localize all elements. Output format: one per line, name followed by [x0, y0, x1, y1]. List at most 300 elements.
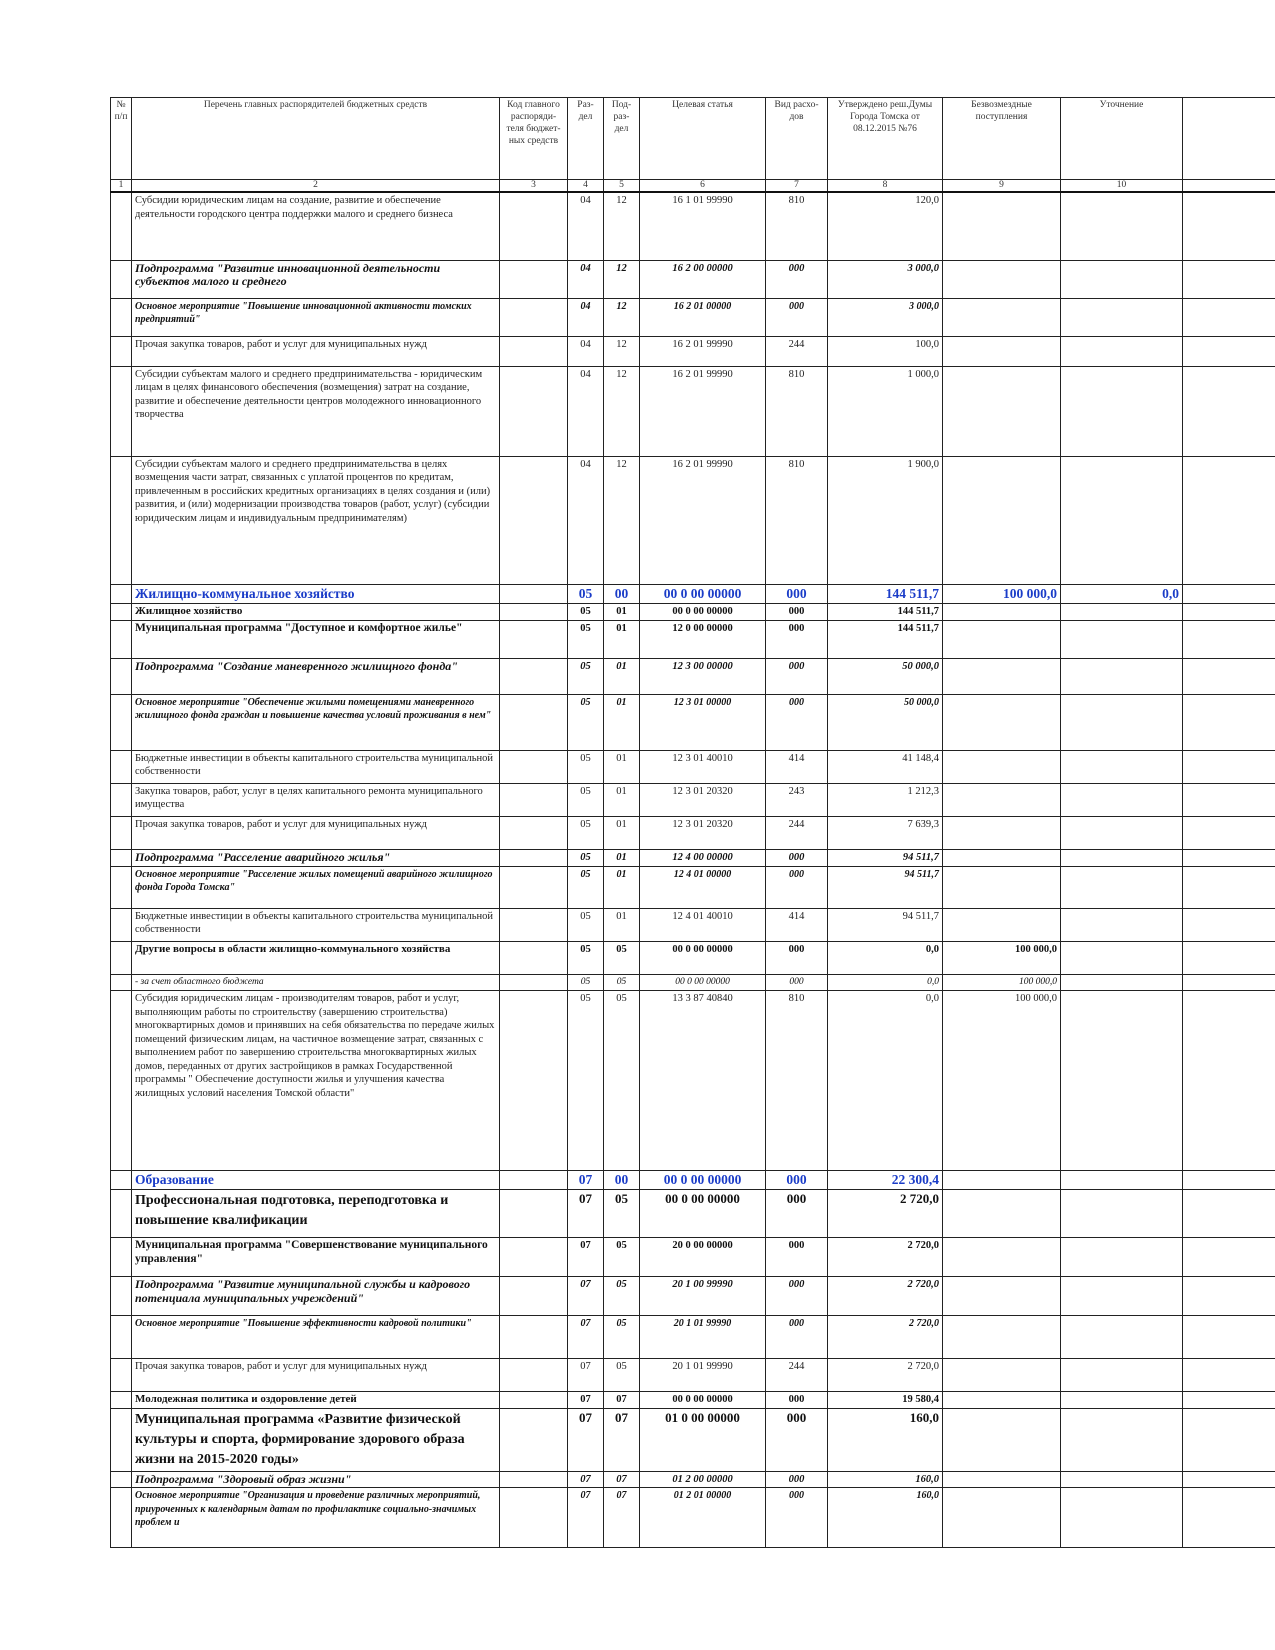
- row-target: 12 3 01 20320: [640, 816, 766, 849]
- row-code: [500, 849, 568, 866]
- table-row: [111, 298, 1275, 336]
- row-exptype: 000: [766, 1171, 828, 1190]
- row-target: 16 2 01 99990: [640, 456, 766, 584]
- row-exptype: 000: [766, 298, 828, 336]
- column-number: 9: [943, 180, 1061, 193]
- row-grants: [943, 336, 1061, 366]
- row-grants: [943, 260, 1061, 298]
- row-target: 12 3 00 00000: [640, 658, 766, 694]
- row-section: 05: [568, 941, 604, 974]
- row-extra: [1183, 298, 1275, 336]
- row-extra: [1183, 750, 1275, 783]
- row-clarify: [1061, 1471, 1183, 1488]
- row-clarify: [1061, 658, 1183, 694]
- row-clarify: [1061, 1359, 1183, 1392]
- row-subsection: 01: [604, 603, 640, 620]
- row-extra: [1183, 1359, 1275, 1392]
- row-subsection: 01: [604, 816, 640, 849]
- row-subsection: 01: [604, 658, 640, 694]
- row-section: 04: [568, 336, 604, 366]
- row-code: [500, 658, 568, 694]
- row-approved: 160,0: [828, 1471, 943, 1488]
- row-approved: 50 000,0: [828, 694, 943, 750]
- row-clarify: [1061, 1190, 1183, 1238]
- row-clarify: [1061, 336, 1183, 366]
- row-name: Муниципальная программа "Доступное и комфортное жилье": [132, 620, 500, 658]
- row-number: [111, 456, 132, 584]
- row-number: [111, 603, 132, 620]
- column-number: 3: [500, 180, 568, 193]
- row-grants: [943, 1238, 1061, 1277]
- row-approved: 144 511,7: [828, 584, 943, 603]
- table-row: [111, 866, 1275, 908]
- row-exptype: 000: [766, 941, 828, 974]
- row-clarify: 0,0: [1061, 584, 1183, 603]
- row-subsection: 01: [604, 620, 640, 658]
- row-number: [111, 991, 132, 1171]
- row-approved: 41 148,4: [828, 750, 943, 783]
- header-name: Перечень главных распорядителей бюджетных средств: [132, 98, 500, 180]
- row-grants: [943, 750, 1061, 783]
- header-code: Код главного распоряди-теля бюджет-ных средств: [500, 98, 568, 180]
- row-approved: 19 580,4: [828, 1392, 943, 1409]
- table-row: [111, 1392, 1275, 1409]
- row-name: Прочая закупка товаров, работ и услуг для муниципальных нужд: [132, 816, 500, 849]
- row-clarify: [1061, 298, 1183, 336]
- row-approved: 0,0: [828, 941, 943, 974]
- row-target: 20 0 00 00000: [640, 1238, 766, 1277]
- row-approved: 2 720,0: [828, 1238, 943, 1277]
- row-grants: [943, 366, 1061, 456]
- row-section: 05: [568, 750, 604, 783]
- row-approved: 94 511,7: [828, 849, 943, 866]
- row-number: [111, 366, 132, 456]
- row-approved: 144 511,7: [828, 603, 943, 620]
- row-section: 07: [568, 1238, 604, 1277]
- row-name: Закупка товаров, работ, услуг в целях капитального ремонта муниципального имущества: [132, 783, 500, 816]
- row-grants: [943, 1190, 1061, 1238]
- row-exptype: 000: [766, 694, 828, 750]
- row-subsection: 05: [604, 991, 640, 1171]
- row-clarify: [1061, 1408, 1183, 1471]
- table-row: [111, 1238, 1275, 1277]
- row-code: [500, 694, 568, 750]
- row-name: Подпрограмма "Развитие инновационной деятельности субъектов малого и среднего: [132, 260, 500, 298]
- row-exptype: 000: [766, 1392, 828, 1409]
- row-target: 20 1 01 99990: [640, 1316, 766, 1359]
- table-row: [111, 366, 1275, 456]
- row-number: [111, 192, 132, 260]
- row-subsection: 12: [604, 192, 640, 260]
- row-extra: [1183, 260, 1275, 298]
- row-target: 16 2 00 00000: [640, 260, 766, 298]
- row-approved: 2 720,0: [828, 1316, 943, 1359]
- row-code: [500, 1392, 568, 1409]
- row-section: 07: [568, 1359, 604, 1392]
- row-extra: [1183, 866, 1275, 908]
- header-num: № п/п: [111, 98, 132, 180]
- row-grants: [943, 1471, 1061, 1488]
- table-row: [111, 1190, 1275, 1238]
- row-section: 05: [568, 603, 604, 620]
- row-extra: [1183, 991, 1275, 1171]
- row-approved: 3 000,0: [828, 260, 943, 298]
- row-extra: [1183, 908, 1275, 941]
- header-clarify: Уточнение: [1061, 98, 1183, 180]
- row-grants: 100 000,0: [943, 941, 1061, 974]
- row-approved: 160,0: [828, 1408, 943, 1471]
- row-section: 04: [568, 298, 604, 336]
- row-name: Молодежная политика и оздоровление детей: [132, 1392, 500, 1409]
- row-code: [500, 603, 568, 620]
- table-row: [111, 1471, 1275, 1488]
- row-section: 04: [568, 366, 604, 456]
- table-row: [111, 603, 1275, 620]
- row-code: [500, 336, 568, 366]
- table-row: [111, 1171, 1275, 1190]
- row-number: [111, 260, 132, 298]
- row-subsection: 01: [604, 783, 640, 816]
- row-approved: 2 720,0: [828, 1359, 943, 1392]
- row-section: 05: [568, 584, 604, 603]
- row-subsection: 07: [604, 1408, 640, 1471]
- row-extra: [1183, 1238, 1275, 1277]
- table-body: [111, 192, 1275, 1548]
- table-row: [111, 1277, 1275, 1316]
- row-clarify: [1061, 849, 1183, 866]
- row-exptype: 810: [766, 366, 828, 456]
- row-subsection: 00: [604, 584, 640, 603]
- row-exptype: 244: [766, 816, 828, 849]
- header-extra: [1183, 98, 1275, 180]
- row-section: 04: [568, 192, 604, 260]
- table-row: [111, 974, 1275, 991]
- row-code: [500, 298, 568, 336]
- row-grants: 100 000,0: [943, 991, 1061, 1171]
- row-code: [500, 1316, 568, 1359]
- row-number: [111, 336, 132, 366]
- row-section: 07: [568, 1392, 604, 1409]
- row-section: 04: [568, 456, 604, 584]
- row-exptype: 810: [766, 456, 828, 584]
- row-grants: [943, 658, 1061, 694]
- row-exptype: 000: [766, 658, 828, 694]
- row-grants: [943, 620, 1061, 658]
- row-target: 12 4 00 00000: [640, 849, 766, 866]
- row-code: [500, 620, 568, 658]
- row-clarify: [1061, 783, 1183, 816]
- row-name: Бюджетные инвестиции в объекты капитального строительства муниципальной собственности: [132, 750, 500, 783]
- row-code: [500, 974, 568, 991]
- row-section: 07: [568, 1488, 604, 1548]
- row-target: 16 2 01 99990: [640, 366, 766, 456]
- row-name: Муниципальная программа «Развитие физической культуры и спорта, формирование здорового образа жизни на 2015-2020 годы»: [132, 1408, 500, 1471]
- row-name: Другие вопросы в области жилищно-коммунального хозяйства: [132, 941, 500, 974]
- row-grants: [943, 694, 1061, 750]
- column-number-row: [111, 180, 1275, 193]
- row-approved: 50 000,0: [828, 658, 943, 694]
- row-exptype: 243: [766, 783, 828, 816]
- header-approved: Утверждено реш.Думы Города Томска от 08.12.2015 №76: [828, 98, 943, 180]
- row-exptype: 810: [766, 991, 828, 1171]
- row-clarify: [1061, 908, 1183, 941]
- row-extra: [1183, 1171, 1275, 1190]
- row-clarify: [1061, 1392, 1183, 1409]
- header-subsection: Под-раз-дел: [604, 98, 640, 180]
- row-number: [111, 298, 132, 336]
- row-clarify: [1061, 941, 1183, 974]
- row-name: Жилищное хозяйство: [132, 603, 500, 620]
- row-grants: 100 000,0: [943, 584, 1061, 603]
- table-row: [111, 1488, 1275, 1548]
- row-name: Субсидии субъектам малого и среднего предпринимательства в целях возмещения части затрат, связанных с уплатой процентов по кредитам, привлеченным в российских кредитных организациях в целях создания и (или) развития, и (или) модернизации производства товаров (работ, услуг) (субсидии юридическим лицам и индивидуальным предпринимателям): [132, 456, 500, 584]
- row-target: 12 3 01 00000: [640, 694, 766, 750]
- row-name: Бюджетные инвестиции в объекты капитального строительства муниципальной собственности: [132, 908, 500, 941]
- row-extra: [1183, 849, 1275, 866]
- row-subsection: 12: [604, 336, 640, 366]
- row-section: 07: [568, 1171, 604, 1190]
- row-section: 07: [568, 1277, 604, 1316]
- table-row: [111, 620, 1275, 658]
- row-section: 07: [568, 1190, 604, 1238]
- row-section: 05: [568, 620, 604, 658]
- row-approved: 100,0: [828, 336, 943, 366]
- row-target: 16 1 01 99990: [640, 192, 766, 260]
- row-name: Субсидия юридическим лицам - производителям товаров, работ и услуг, выполняющим работы по строительству (завершению строительства) многоквартирных домов и принявших на себя обязательства по передаче жилых помещений физическим лицам, на частичное возмещение затрат, связанных с выполнением работ по завершению строительства многоквартирных жилых домов, переданных от других застройщиков в рамках Государственной программы " Обеспечение доступности жилья и улучшения качества жилищных условий населения Томской области": [132, 991, 500, 1171]
- row-target: 12 4 01 40010: [640, 908, 766, 941]
- row-subsection: 12: [604, 298, 640, 336]
- row-name: Субсидии юридическим лицам на создание, развитие и обеспечение деятельности городского центра поддержки малого и среднего бизнеса: [132, 192, 500, 260]
- row-approved: 160,0: [828, 1488, 943, 1548]
- header-exptype: Вид расхо-дов: [766, 98, 828, 180]
- row-approved: 1 900,0: [828, 456, 943, 584]
- row-exptype: 244: [766, 336, 828, 366]
- row-code: [500, 866, 568, 908]
- row-name: - за счет областного бюджета: [132, 974, 500, 991]
- row-clarify: [1061, 1238, 1183, 1277]
- row-exptype: 000: [766, 1277, 828, 1316]
- row-grants: [943, 1316, 1061, 1359]
- column-number: 10: [1061, 180, 1183, 193]
- row-grants: 100 000,0: [943, 974, 1061, 991]
- row-target: 16 2 01 00000: [640, 298, 766, 336]
- row-target: 12 3 01 40010: [640, 750, 766, 783]
- header-grants: Безвозмездные поступления: [943, 98, 1061, 180]
- row-grants: [943, 1171, 1061, 1190]
- column-number: 5: [604, 180, 640, 193]
- row-subsection: 01: [604, 849, 640, 866]
- row-grants: [943, 783, 1061, 816]
- table-row: [111, 336, 1275, 366]
- table-row: [111, 1408, 1275, 1471]
- row-code: [500, 1238, 568, 1277]
- table-row: [111, 908, 1275, 941]
- column-number: 6: [640, 180, 766, 193]
- row-name: Основное мероприятие "Повышение эффективности кадровой политики": [132, 1316, 500, 1359]
- row-number: [111, 1488, 132, 1548]
- header-section: Раз-дел: [568, 98, 604, 180]
- row-number: [111, 866, 132, 908]
- table-row: [111, 1359, 1275, 1392]
- row-name: Основное мероприятие "Повышение инновационной активности томских предприятий": [132, 298, 500, 336]
- row-grants: [943, 849, 1061, 866]
- row-clarify: [1061, 991, 1183, 1171]
- row-section: 05: [568, 974, 604, 991]
- row-grants: [943, 866, 1061, 908]
- row-exptype: 000: [766, 849, 828, 866]
- row-number: [111, 658, 132, 694]
- row-code: [500, 783, 568, 816]
- row-clarify: [1061, 1171, 1183, 1190]
- row-number: [111, 1190, 132, 1238]
- table-row: [111, 260, 1275, 298]
- row-grants: [943, 603, 1061, 620]
- row-number: [111, 1408, 132, 1471]
- row-code: [500, 1471, 568, 1488]
- row-code: [500, 1277, 568, 1316]
- column-number-extra: [1183, 180, 1275, 193]
- row-exptype: 000: [766, 1316, 828, 1359]
- row-subsection: 01: [604, 908, 640, 941]
- row-subsection: 07: [604, 1471, 640, 1488]
- row-name: Основное мероприятие "Расселение жилых помещений аварийного жилищного фонда Города Томска": [132, 866, 500, 908]
- row-section: 05: [568, 849, 604, 866]
- row-target: 01 2 00 00000: [640, 1471, 766, 1488]
- row-extra: [1183, 1190, 1275, 1238]
- row-number: [111, 1471, 132, 1488]
- row-approved: 7 639,3: [828, 816, 943, 849]
- row-approved: 120,0: [828, 192, 943, 260]
- row-grants: [943, 816, 1061, 849]
- row-extra: [1183, 192, 1275, 260]
- row-subsection: 05: [604, 1277, 640, 1316]
- row-code: [500, 456, 568, 584]
- row-target: 13 3 87 40840: [640, 991, 766, 1171]
- table-row: [111, 192, 1275, 260]
- row-approved: 1 212,3: [828, 783, 943, 816]
- row-clarify: [1061, 192, 1183, 260]
- table-row: [111, 694, 1275, 750]
- row-code: [500, 1359, 568, 1392]
- row-target: 20 1 00 99990: [640, 1277, 766, 1316]
- column-number: 8: [828, 180, 943, 193]
- row-extra: [1183, 1488, 1275, 1548]
- row-name: Основное мероприятие "Организация и проведение различных мероприятий, приуроченных к календарным датам по профилактике социально-значимых проблем и: [132, 1488, 500, 1548]
- row-section: 07: [568, 1316, 604, 1359]
- row-clarify: [1061, 603, 1183, 620]
- row-clarify: [1061, 750, 1183, 783]
- row-exptype: 000: [766, 1238, 828, 1277]
- row-exptype: 414: [766, 750, 828, 783]
- header-target: Целевая статья: [640, 98, 766, 180]
- row-extra: [1183, 816, 1275, 849]
- row-exptype: 000: [766, 620, 828, 658]
- table-row: [111, 584, 1275, 603]
- row-section: 05: [568, 908, 604, 941]
- header-row: [111, 98, 1275, 180]
- row-approved: 94 511,7: [828, 866, 943, 908]
- column-number: 1: [111, 180, 132, 193]
- row-section: 05: [568, 783, 604, 816]
- table-row: [111, 941, 1275, 974]
- row-code: [500, 1488, 568, 1548]
- row-number: [111, 584, 132, 603]
- row-subsection: 05: [604, 1316, 640, 1359]
- row-extra: [1183, 783, 1275, 816]
- row-name: Основное мероприятие "Обеспечение жилыми помещениями маневренного жилищного фонда граждан и повышение качества условий проживания в нем": [132, 694, 500, 750]
- row-number: [111, 1316, 132, 1359]
- row-name: Профессиональная подготовка, переподготовка и повышение квалификации: [132, 1190, 500, 1238]
- row-number: [111, 849, 132, 866]
- row-extra: [1183, 366, 1275, 456]
- row-subsection: 12: [604, 366, 640, 456]
- row-subsection: 05: [604, 1190, 640, 1238]
- row-approved: 0,0: [828, 974, 943, 991]
- row-extra: [1183, 1316, 1275, 1359]
- column-number: 2: [132, 180, 500, 193]
- row-target: 01 0 00 00000: [640, 1408, 766, 1471]
- row-exptype: 000: [766, 866, 828, 908]
- row-clarify: [1061, 260, 1183, 298]
- row-name: Муниципальная программа "Совершенствование муниципального управления": [132, 1238, 500, 1277]
- row-approved: 144 511,7: [828, 620, 943, 658]
- row-clarify: [1061, 456, 1183, 584]
- row-clarify: [1061, 866, 1183, 908]
- table-row: [111, 658, 1275, 694]
- row-number: [111, 1277, 132, 1316]
- column-number: 4: [568, 180, 604, 193]
- row-number: [111, 908, 132, 941]
- row-clarify: [1061, 1316, 1183, 1359]
- row-subsection: 07: [604, 1488, 640, 1548]
- row-extra: [1183, 974, 1275, 991]
- row-name: Образование: [132, 1171, 500, 1190]
- row-name: Подпрограмма "Развитие муниципальной службы и кадрового потенциала муниципальных учреждений": [132, 1277, 500, 1316]
- row-subsection: 05: [604, 1238, 640, 1277]
- row-grants: [943, 192, 1061, 260]
- row-target: 00 0 00 00000: [640, 941, 766, 974]
- row-name: Жилищно-коммунальное хозяйство: [132, 584, 500, 603]
- table-row: [111, 849, 1275, 866]
- row-number: [111, 1171, 132, 1190]
- row-code: [500, 1171, 568, 1190]
- row-number: [111, 1392, 132, 1409]
- row-clarify: [1061, 694, 1183, 750]
- row-extra: [1183, 694, 1275, 750]
- table-row: [111, 750, 1275, 783]
- row-grants: [943, 298, 1061, 336]
- row-extra: [1183, 1471, 1275, 1488]
- row-section: 05: [568, 816, 604, 849]
- row-target: 00 0 00 00000: [640, 584, 766, 603]
- row-extra: [1183, 603, 1275, 620]
- row-subsection: 00: [604, 1171, 640, 1190]
- row-grants: [943, 908, 1061, 941]
- row-target: 01 2 01 00000: [640, 1488, 766, 1548]
- row-number: [111, 620, 132, 658]
- row-code: [500, 908, 568, 941]
- row-name: Подпрограмма "Здоровый образ жизни": [132, 1471, 500, 1488]
- row-code: [500, 816, 568, 849]
- row-exptype: 000: [766, 603, 828, 620]
- table-row: [111, 816, 1275, 849]
- row-grants: [943, 1359, 1061, 1392]
- row-code: [500, 750, 568, 783]
- table-row: [111, 991, 1275, 1171]
- row-target: 12 0 00 00000: [640, 620, 766, 658]
- row-exptype: 000: [766, 974, 828, 991]
- row-approved: 3 000,0: [828, 298, 943, 336]
